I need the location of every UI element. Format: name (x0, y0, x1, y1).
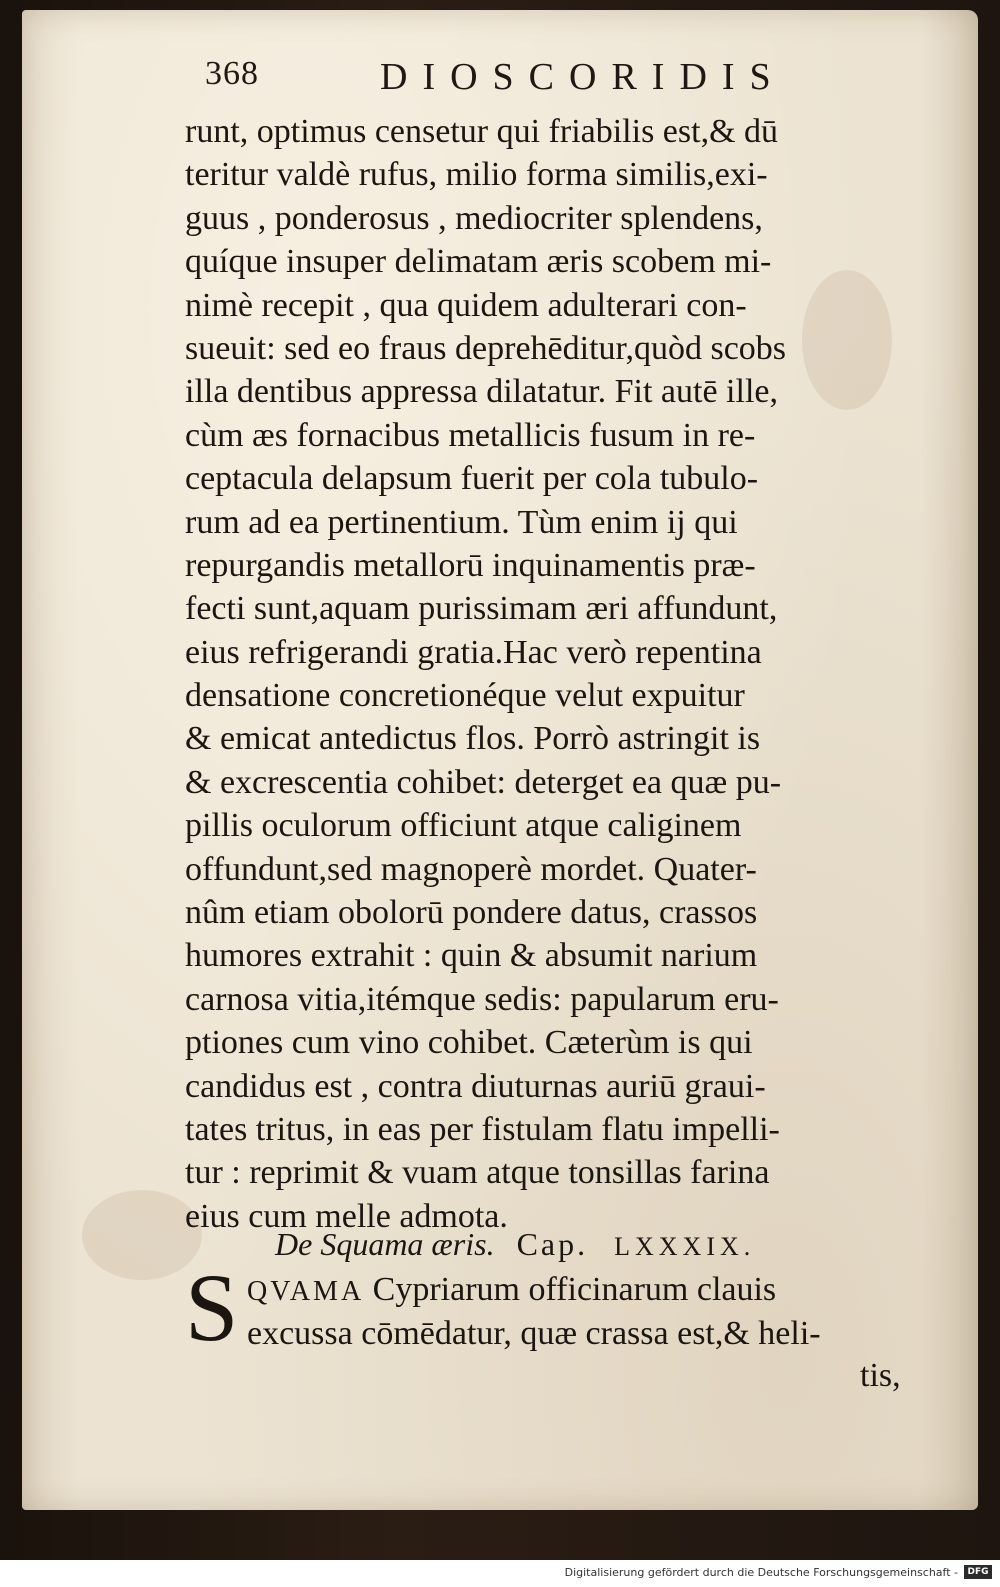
funding-credit: Digitalisierung gefördert durch die Deutsche Forschungsgemeinschaft - (564, 1566, 958, 1579)
text-line: repurgandis metallorū inquinamentis præ- (185, 546, 756, 584)
text-line: nimè recepit , qua quidem adulterari con- (185, 286, 747, 324)
text-line: eius refrigerandi gratia.Hac verò repentina (185, 633, 762, 671)
text-line: ptiones cum vino cohibet. Cæterùm is qui (185, 1024, 753, 1062)
chapter-opening (185, 1254, 915, 1361)
chapter-cap-label: Cap. (516, 1226, 589, 1262)
text-line: fecti sunt,aquam purissimam æri affundunt, (185, 590, 778, 628)
text-line: teritur valdè rufus, milio forma similis,exi- (185, 156, 768, 194)
drop-cap-initial: S (185, 1254, 239, 1361)
text-line: humores extrahit : quin & absumit narium (185, 937, 758, 975)
text-line: sueuit: sed eo fraus deprehēditur,quòd scobs (185, 329, 787, 367)
text-line: & emicat antedictus flos. Porrò astringit is (185, 720, 761, 758)
text-line: guus , ponderosus , mediocriter splendens, (185, 199, 763, 237)
text-line: tur : reprimit & vuam atque tonsillas farina (185, 1154, 770, 1192)
running-title: DIOSCORIDIS (380, 56, 786, 98)
paper-stain (82, 1190, 202, 1280)
chapter-number: LXXXIX. (614, 1232, 756, 1261)
text-line: quíque insuper delimatam æris scobem mi- (185, 243, 772, 281)
text-line: tates tritus, in eas per fistulam flatu impelli- (185, 1110, 780, 1148)
text-line: nûm etiam obolorū pondere datus, crassos (185, 894, 758, 932)
text-line: offundunt,sed magnoperè mordet. Quater- (185, 850, 757, 888)
chapter-second-line: excussa cōmēdatur, quæ crassa est,& heli- (247, 1315, 821, 1352)
chapter-title: De Squama æris. (275, 1226, 495, 1262)
text-line: pillis oculorum officiunt atque caliginem (185, 807, 742, 845)
text-line: runt, optimus censetur qui friabilis est,& dū (185, 113, 779, 150)
body-text (185, 110, 915, 1238)
page-header (205, 55, 845, 105)
opening-small-caps: QVAMA (247, 1276, 365, 1307)
chapter-first-line-rest: Cypriarum officinarum clauis (364, 1271, 777, 1308)
text-line: cùm æs fornacibus metallicis fusum in re- (185, 416, 756, 454)
text-line: densatione concretionéque velut expuitur (185, 677, 745, 715)
page-number: 368 (205, 55, 259, 92)
digitization-footer (0, 1560, 1000, 1587)
text-line: & excrescentia cohibet: deterget ea quæ pu- (185, 763, 782, 801)
chapter-heading (275, 1226, 755, 1263)
text-line: ceptacula delapsum fuerit per cola tubulo- (185, 460, 759, 498)
text-line: candidus est , contra diuturnas auriū graui- (185, 1067, 766, 1105)
text-line: rum ad ea pertinentium. Tùm enim ij qui (185, 503, 738, 541)
text-line: illa dentibus appressa dilatatur. Fit autē ille, (185, 373, 778, 411)
dfg-logo: DFG (964, 1565, 992, 1579)
text-line: eius cum melle admota. (185, 1197, 508, 1235)
text-line: carnosa vitia,itémque sedis: papularum eru- (185, 980, 779, 1018)
chapter-first-line (185, 1268, 915, 1312)
catchword: tis, (860, 1357, 901, 1394)
